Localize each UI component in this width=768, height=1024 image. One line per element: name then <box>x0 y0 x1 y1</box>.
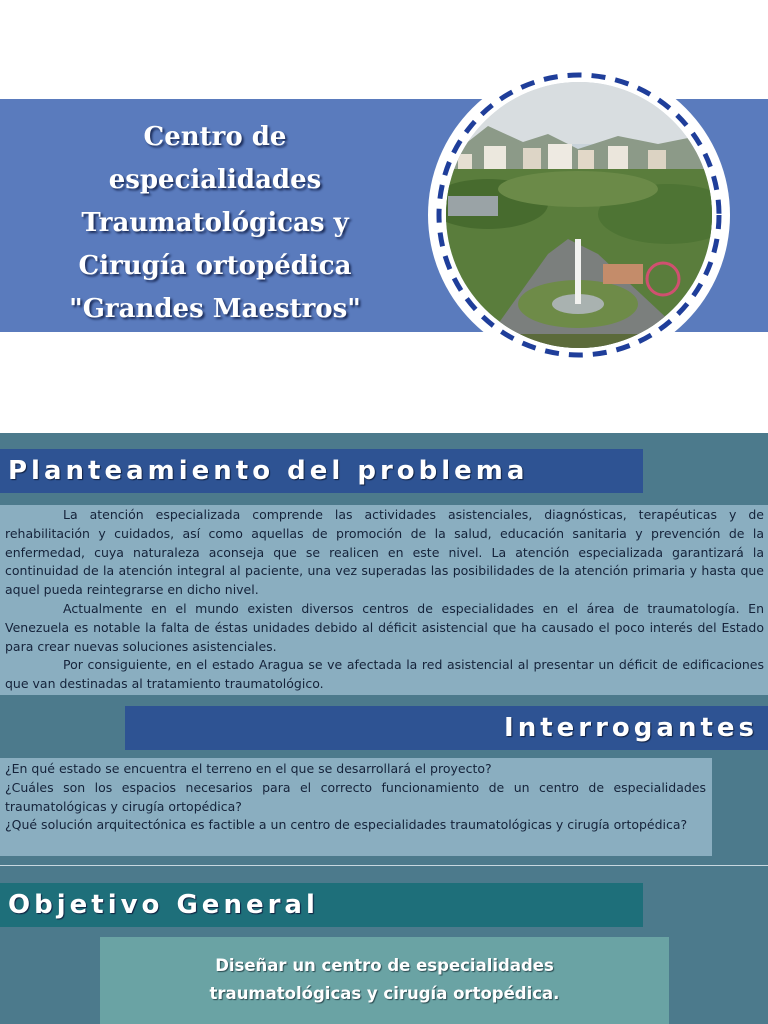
title-line: "Grandes Maestros" <box>69 294 361 324</box>
city-photo <box>428 64 730 366</box>
objetivo-line: traumatológicas y cirugía ortopédica. <box>209 984 560 1003</box>
divider <box>0 865 768 866</box>
title-line: Traumatológicas y <box>81 208 349 238</box>
page-title <box>30 116 400 331</box>
question: ¿Qué solución arquitectónica es factible a un centro de especialidades traumatológicas y cirugía ortopédica? <box>5 817 688 833</box>
planteamiento-text <box>0 505 768 695</box>
interrogantes-list <box>0 758 712 856</box>
objetivo-line: Diseñar un centro de especialidades <box>215 956 554 975</box>
title-line: especialidades <box>108 165 322 195</box>
section-heading-objetivo: Objetivo General <box>0 883 643 927</box>
paragraph: Por consiguiente, en el estado Aragua se ve afectada la red asistencial al presentar un déficit de edificaciones que van destinadas al tratamiento traumatológico. <box>5 657 764 692</box>
title-line: Cirugía ortopédica <box>78 251 352 281</box>
objetivo-text <box>100 937 669 1024</box>
title-line: Centro de <box>143 122 287 152</box>
city-photo-frame <box>428 64 730 366</box>
question: ¿Cuáles son los espacios necesarios para el correcto funcionamiento de un centro de especialidades traumatológicas y cirugía ortopédica? <box>5 779 706 814</box>
paragraph: La atención especializada comprende las actividades asistenciales, diagnósticas, terapéuticas y de rehabilitación y cuidados, así como aquellas de promoción de la salud, educación sanitaria y prevención de la enfermedad, cuya naturaleza aconseja que se realicen en este nivel. La atención especializada garantizará la continuidad de la atención integral al paciente, una vez superadas las posibilidades de la atención primaria y hasta que aquel pueda reintegrarse en dicho nivel. <box>5 507 764 598</box>
question: ¿En qué estado se encuentra el terreno en el que se desarrollará el proyecto? <box>5 761 492 776</box>
section-heading-interrogantes: Interrogantes <box>125 706 768 750</box>
section-heading-planteamiento: Planteamiento del problema <box>0 449 643 493</box>
paragraph: Actualmente en el mundo existen diversos centros de especialidades en el área de traumatología. En Venezuela es notable la falta de éstas unidades debido al déficit asistencial que ha causado el poco interés del Estado para crear nuevas soluciones asistenciales. <box>5 600 764 654</box>
